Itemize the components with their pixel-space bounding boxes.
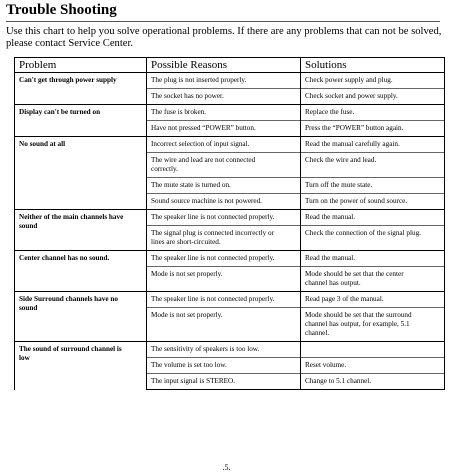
- problem-cell: [15, 105, 147, 137]
- problem-cell: [15, 73, 147, 105]
- page-number: .5.: [222, 463, 231, 472]
- solution-cell: [301, 226, 445, 251]
- problem-cell: [15, 342, 147, 390]
- solution-text: Read the manual.: [305, 213, 356, 221]
- table-body: [15, 73, 445, 390]
- header-possible-reasons: Possible Reasons: [147, 58, 301, 73]
- solution-cell: [301, 374, 445, 390]
- reason-text: The volume is set too low.: [151, 361, 227, 369]
- solution-cell: [301, 292, 445, 308]
- solution-text: Turn on the power of sound source.: [305, 197, 408, 205]
- problem-cell: [15, 292, 147, 342]
- table-row: [15, 73, 445, 89]
- reason-cell: [147, 89, 301, 105]
- solution-text: Reset volume.: [305, 361, 347, 369]
- reason-text: The plug is not inserted properly.: [151, 76, 247, 84]
- problem-text: Can't get through power supply: [19, 76, 117, 84]
- solution-cell: [301, 308, 445, 342]
- problem-text: Side Surround channels have no: [19, 295, 118, 303]
- problem-text: Center channel has no sound.: [19, 254, 110, 262]
- problem-cell: [15, 251, 147, 292]
- reason-text: The socket has no power.: [151, 92, 224, 100]
- solution-cell: [301, 105, 445, 121]
- solution-text: Check the connection of the signal plug.: [305, 229, 421, 237]
- reason-text: The speaker line is not connected properly.: [151, 295, 275, 303]
- solution-text: Check power supply and plug.: [305, 76, 393, 84]
- reason-cell: [147, 121, 301, 137]
- reason-cell: [147, 105, 301, 121]
- table-row: [15, 137, 445, 153]
- solution-text: channel has output.: [305, 279, 361, 287]
- header-solutions: Solutions: [301, 58, 445, 73]
- solution-cell: [301, 137, 445, 153]
- solution-text: Read the manual.: [305, 254, 356, 262]
- problem-text: Neither of the main channels have: [19, 213, 124, 221]
- solution-cell: [301, 267, 445, 292]
- reason-text: The input signal is STEREO.: [151, 377, 236, 385]
- reason-cell: [147, 137, 301, 153]
- reason-text: The fuse is broken.: [151, 108, 207, 116]
- solution-text: Turn off the mute state.: [305, 181, 373, 189]
- solution-cell: [301, 251, 445, 267]
- table-row: [15, 342, 445, 358]
- reason-cell: [147, 210, 301, 226]
- reason-cell: [147, 194, 301, 210]
- solution-text: [305, 345, 441, 354]
- reason-text: The sensitivity of speakers is too low.: [151, 345, 260, 353]
- reason-cell: [147, 178, 301, 194]
- reason-text: correctly.: [151, 165, 178, 173]
- reason-cell: [147, 251, 301, 267]
- solution-text: Press the “POWER” button again.: [305, 124, 404, 132]
- solution-cell: [301, 178, 445, 194]
- reason-text: Have not pressed “POWER” button.: [151, 124, 256, 132]
- reason-text: The wire and lead are not connected: [151, 156, 256, 164]
- solution-cell: [301, 73, 445, 89]
- solution-text: Read page 3 of the manual.: [305, 295, 384, 303]
- reason-text: Mode is not set properly.: [151, 270, 223, 278]
- reason-cell: [147, 342, 301, 358]
- table-header-row: [15, 58, 445, 73]
- solution-cell: [301, 194, 445, 210]
- intro-line-2: please contact Service Center.: [6, 38, 134, 49]
- page-title: Trouble Shooting: [6, 2, 117, 18]
- reason-cell: [147, 267, 301, 292]
- problem-text: No sound at all: [19, 140, 66, 148]
- solution-text: Check socket and power supply.: [305, 92, 398, 100]
- reason-text: lines are short-circuited.: [151, 238, 221, 246]
- solution-text: Mode should be set that the center: [305, 270, 404, 278]
- solution-cell: [301, 89, 445, 105]
- reason-cell: [147, 73, 301, 89]
- solution-text: Read the manual carefully again.: [305, 140, 400, 148]
- reason-text: Sound source machine is not powered.: [151, 197, 262, 205]
- solution-text: Replace the fuse.: [305, 108, 355, 116]
- solution-cell: [301, 358, 445, 374]
- header-problem: Problem: [15, 58, 147, 73]
- reason-text: Mode is not set properly.: [151, 311, 223, 319]
- reason-cell: [147, 358, 301, 374]
- solution-cell: [301, 153, 445, 178]
- problem-text: sound: [19, 222, 38, 230]
- problem-text: sound: [19, 304, 38, 312]
- intro-line-1: Use this chart to help you solve operational problems. If there are any problems that can not be solved,: [6, 26, 442, 37]
- title-underline: [6, 21, 440, 22]
- reason-cell: [147, 153, 301, 178]
- solution-text: Mode should be set that the surround: [305, 311, 412, 319]
- problem-cell: [15, 210, 147, 251]
- reason-text: The speaker line is not connected properly.: [151, 213, 275, 221]
- solution-cell: [301, 342, 445, 358]
- solution-text: channel.: [305, 329, 330, 337]
- solution-text: Check the wire and lead.: [305, 156, 377, 164]
- table-row: [15, 251, 445, 267]
- problem-cell: [15, 137, 147, 210]
- table-row: [15, 210, 445, 226]
- solution-text: Change to 5.1 channel.: [305, 377, 372, 385]
- reason-text: Incorrect selection of input signal.: [151, 140, 250, 148]
- table-row: [15, 292, 445, 308]
- problem-text: Display can't be turned on: [19, 108, 101, 116]
- reason-text: The mute state is turned on.: [151, 181, 231, 189]
- solution-cell: [301, 121, 445, 137]
- problem-text: The sound of surround channel is: [19, 345, 122, 353]
- solution-cell: [301, 210, 445, 226]
- troubleshooting-table: [14, 57, 445, 390]
- solution-text: channel has output, for example, 5.1: [305, 320, 410, 328]
- reason-cell: [147, 292, 301, 308]
- table-row: [15, 105, 445, 121]
- reason-text: The speaker line is not connected properly.: [151, 254, 275, 262]
- reason-cell: [147, 308, 301, 342]
- reason-text: The signal plug is connected incorrectly or: [151, 229, 274, 237]
- reason-cell: [147, 226, 301, 251]
- problem-text: low: [19, 354, 30, 362]
- reason-cell: [147, 374, 301, 390]
- intro-text: [6, 26, 446, 50]
